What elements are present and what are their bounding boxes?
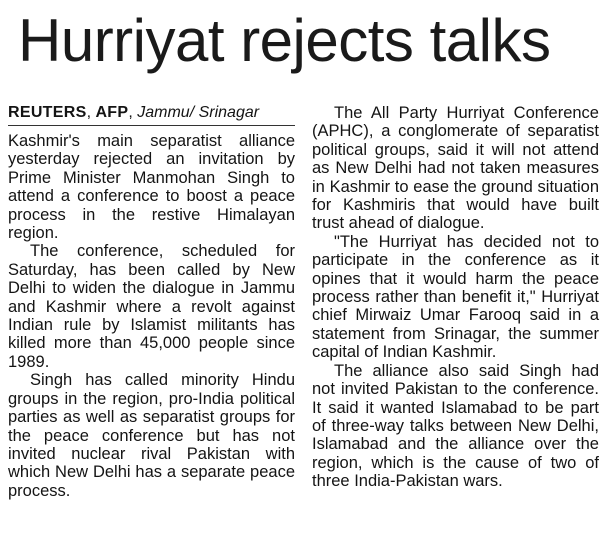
left-column (8, 104, 295, 500)
byline: REUTERS, AFP, Jammu/ Srinagar (8, 104, 295, 126)
headline: Hurriyat rejects talks (18, 7, 551, 74)
byline-separator: , (86, 104, 96, 121)
left-paragraph-1: Kashmir's main separatist alliance yesterday rejected an invitation by Prime Minister Manmohan Singh to attend a conference to boost a peace process in the restive Himalayan region. (8, 132, 295, 243)
byline-agency-reuters: REUTERS (8, 104, 87, 121)
left-paragraph-2: The conference, scheduled for Saturday, has been called by New Delhi to widen the dialogue in Jammu and Kashmir where a revolt against Indian rule by Islamist militants has killed more than 45,000 people since 1989. (8, 242, 295, 371)
right-column (312, 104, 599, 491)
right-paragraph-3: The alliance also said Singh had not invited Pakistan to the conference. It said it wanted Islamabad to be part of three-way talks between New Delhi, Islamabad and the alliance over the region, which is the cause of two of three India-Pakistan wars. (312, 361, 599, 491)
right-paragraph-1: The All Party Hurriyat Conference (APHC), a conglomerate of separatist political groups, said it will not attend as New Delhi had not taken measures in Kashmir to ease the ground situation for Kashmiris that would have built trust ahead of dialogue. (312, 104, 599, 233)
left-paragraph-3: Singh has called minority Hindu groups in the region, pro-India political parties as well as separatist groups for the peace conference but has not invited nuclear rival Pakistan with which New Delhi has a separate peace process. (8, 371, 295, 500)
right-paragraph-2: "The Hurriyat has decided not to participate in the conference as it opines that it would harm the peace process rather than benefit it," Hurriyat chief Mirwaiz Umar Farooq said in a statement from Srinagar, the summer capital of Indian Kashmir. (312, 232, 599, 362)
byline-agency-afp: AFP (95, 104, 129, 121)
byline-place: Jammu/ Srinagar (137, 104, 260, 121)
